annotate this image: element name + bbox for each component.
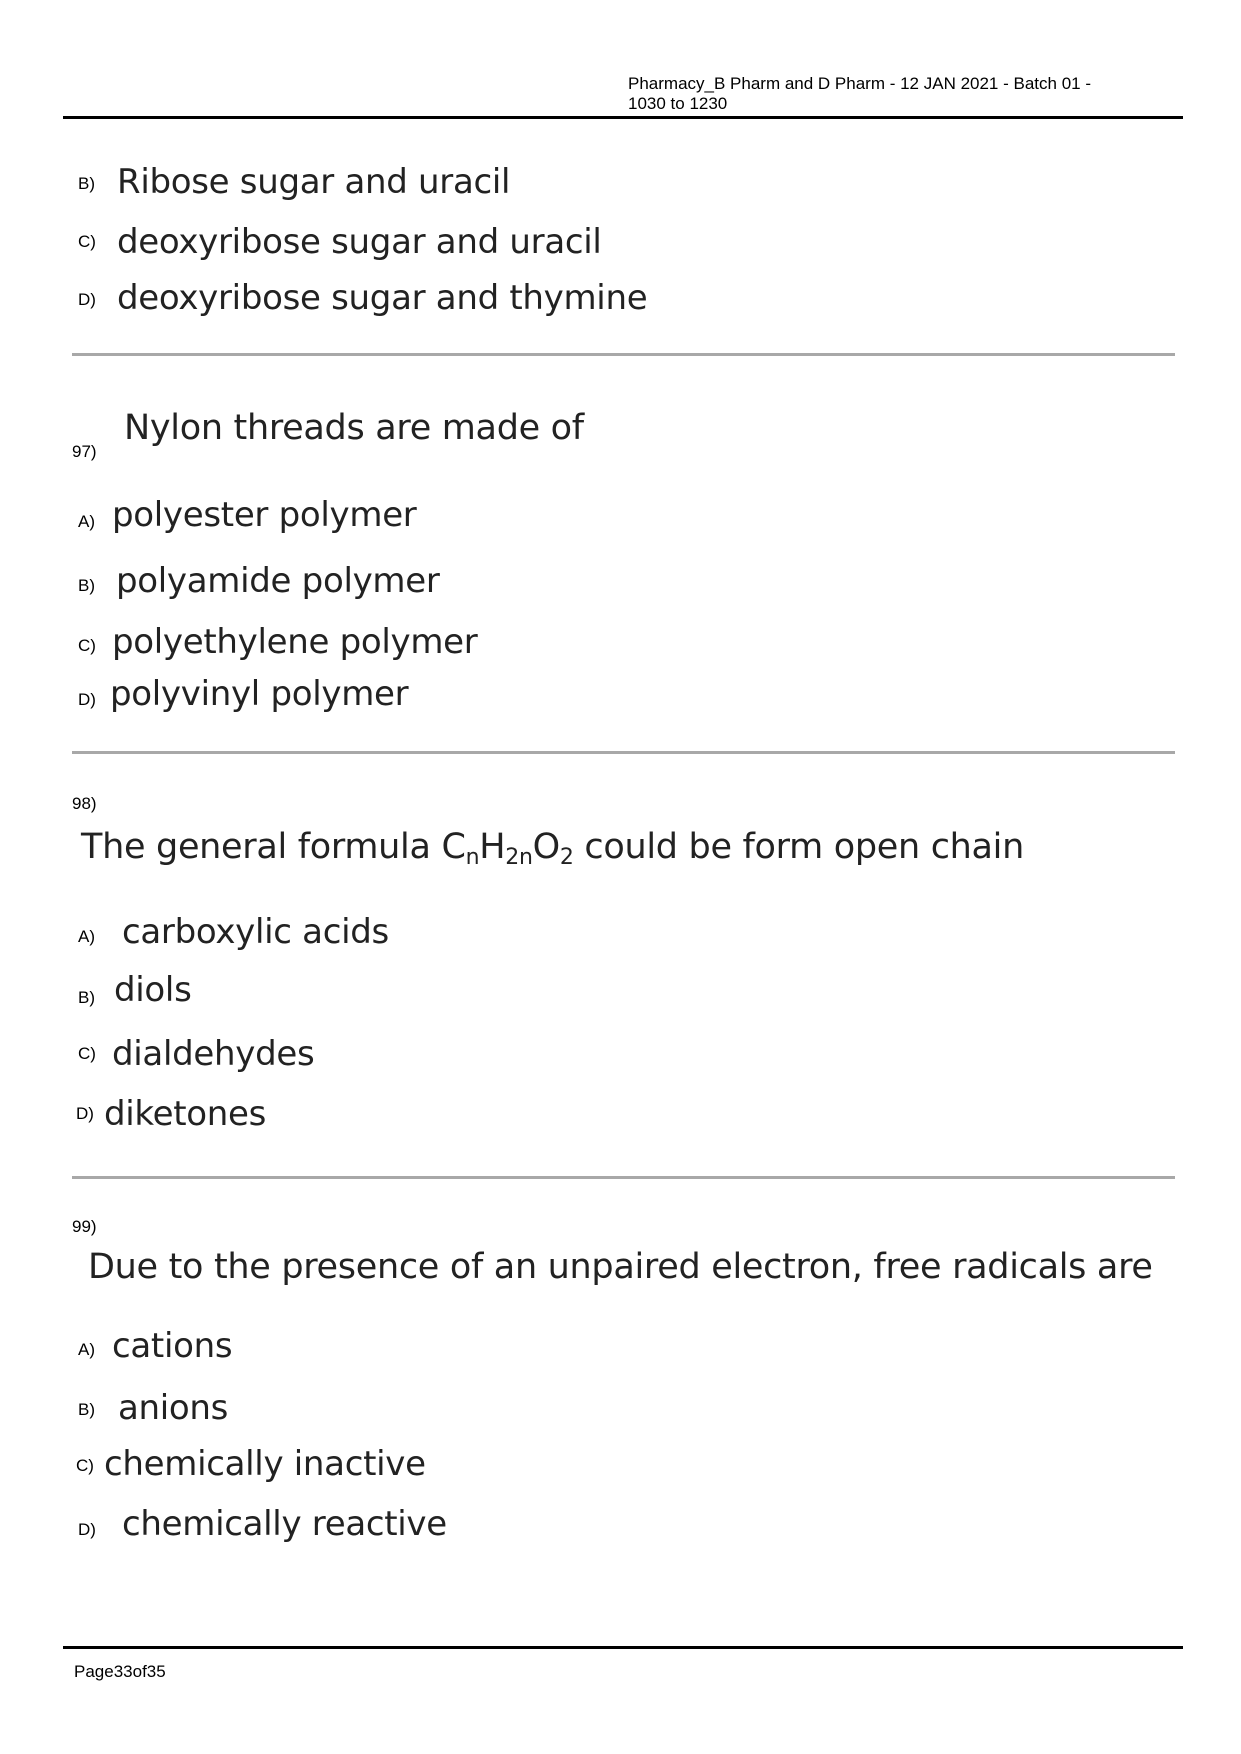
question-text: Due to the presence of an unpaired electron, free radicals are (88, 1247, 1153, 1287)
option-text: diketones (104, 1094, 267, 1134)
option-text: chemically inactive (104, 1444, 426, 1484)
footer-divider (63, 1646, 1183, 1649)
option-text: polyester polymer (112, 495, 417, 535)
option-text: polyethylene polymer (112, 622, 478, 662)
option-label: C) (78, 636, 96, 655)
option-label: A) (78, 512, 95, 531)
option-text: cations (112, 1326, 233, 1366)
option-text: chemically reactive (122, 1504, 447, 1544)
page-number: Page33of35 (74, 1662, 166, 1681)
question-text: The general formula $C_nH_{2n}O_2$ could be form open chain (81, 827, 1024, 870)
question-number: 97) (72, 442, 97, 461)
question-number: 98) (72, 794, 97, 813)
option-text: polyamide polymer (116, 561, 440, 601)
option-label: C) (78, 1044, 96, 1063)
option-text: carboxylic acids (122, 912, 389, 952)
header-divider (63, 116, 1183, 119)
question-number: 99) (72, 1217, 97, 1236)
question-divider (72, 1176, 1175, 1179)
option-label: D) (78, 290, 96, 309)
option-label: A) (78, 1340, 95, 1359)
option-label: B) (78, 174, 95, 193)
header-title-line1: Pharmacy_B Pharm and D Pharm - 12 JAN 2021 - Batch 01 - (628, 74, 1091, 93)
option-label: D) (78, 1520, 96, 1539)
option-label: B) (78, 1400, 95, 1419)
option-label: B) (78, 576, 95, 595)
option-text: polyvinyl polymer (110, 674, 409, 714)
option-text: Ribose sugar and uracil (117, 162, 511, 202)
page-header (628, 74, 1148, 114)
question-divider (72, 353, 1175, 356)
option-text: deoxyribose sugar and thymine (117, 278, 648, 318)
option-text: deoxyribose sugar and uracil (117, 222, 602, 262)
option-text: anions (118, 1388, 229, 1428)
header-title-line2: 1030 to 1230 (628, 94, 728, 113)
option-text: dialdehydes (112, 1034, 315, 1074)
option-text: diols (114, 970, 192, 1010)
question-divider (72, 751, 1175, 754)
option-label: B) (78, 988, 95, 1007)
question-text: Nylon threads are made of (124, 408, 584, 448)
option-label: C) (76, 1456, 94, 1475)
option-label: A) (78, 927, 95, 946)
option-label: D) (76, 1104, 94, 1123)
option-label: D) (78, 690, 96, 709)
option-label: C) (78, 232, 96, 251)
